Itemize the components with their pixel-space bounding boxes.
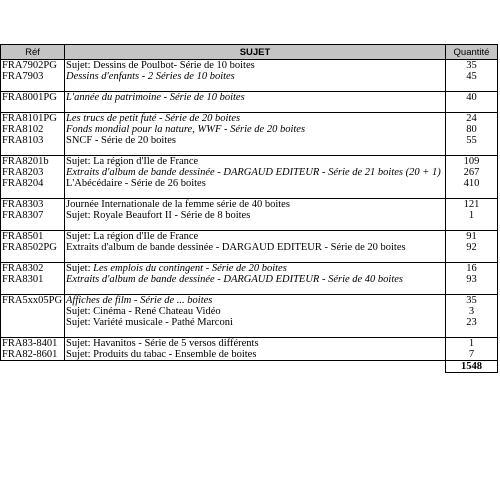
sujet-prefix: Sujet: xyxy=(66,263,94,274)
ref-cell: FRA82-8601 xyxy=(1,349,65,361)
sujet-cell: Affiches de film - Série de ... boites xyxy=(65,295,446,307)
ref-cell: FRA7902PG xyxy=(1,60,65,72)
ref-cell: FRA8301 xyxy=(1,274,65,285)
table-row xyxy=(1,306,498,317)
sujet-cell: Sujet: Produits du tabac - Ensemble de boites xyxy=(65,349,446,361)
ref-cell: FRA8001PG xyxy=(1,92,65,104)
sujet-cell: Journée Internationale de la femme série de 40 boites xyxy=(65,199,446,211)
table-row xyxy=(1,210,498,221)
quantity-cell: 1 xyxy=(446,338,498,350)
total-row xyxy=(1,361,498,373)
ref-cell: FRA8101PG xyxy=(1,113,65,125)
sujet-cell: Sujet: Cinéma - René Chateau Vidéo xyxy=(65,306,446,317)
spacer-cell xyxy=(65,103,446,113)
quantity-cell: 410 xyxy=(446,178,498,189)
sujet-cell xyxy=(65,263,446,275)
sujet-cell: SNCF - Série de 20 boites xyxy=(65,135,446,146)
spacer-cell xyxy=(1,285,65,295)
quantity-cell: 7 xyxy=(446,349,498,361)
spacer-cell xyxy=(65,221,446,231)
table-row xyxy=(1,71,498,82)
sujet-cell: Sujet: Havanitos - Série de 5 versos différents xyxy=(65,338,446,350)
spacer-cell xyxy=(65,82,446,92)
spacer-row xyxy=(1,253,498,263)
sujet-cell: Extraits d'album de bande dessinée - DARGAUD EDITEUR - Série de 20 boites xyxy=(65,242,446,253)
spacer-row xyxy=(1,189,498,199)
quantity-cell: 80 xyxy=(446,124,498,135)
spacer-cell xyxy=(446,146,498,156)
spacer-cell xyxy=(446,189,498,199)
table-row xyxy=(1,135,498,146)
quantity-cell: 16 xyxy=(446,263,498,275)
inventory-table xyxy=(0,44,498,373)
total-quantity: 1548 xyxy=(446,361,498,373)
table-row xyxy=(1,349,498,361)
spacer-cell xyxy=(65,328,446,338)
spacer-row xyxy=(1,103,498,113)
quantity-cell: 267 xyxy=(446,167,498,178)
ref-cell: FRA8102 xyxy=(1,124,65,135)
quantity-cell: 45 xyxy=(446,71,498,82)
spacer-cell xyxy=(446,221,498,231)
table-row xyxy=(1,274,498,285)
spacer-cell xyxy=(446,285,498,295)
sujet-cell: Sujet: Royale Beaufort II - Série de 8 boites xyxy=(65,210,446,221)
sujet-cell: Sujet: La région d'Ile de France xyxy=(65,156,446,168)
sujet-cell: Sujet: Dessins de Poulbot- Série de 10 boites xyxy=(65,60,446,72)
sujet-title: Les emplois du contingent - Série de 20 boites xyxy=(93,263,287,274)
quantity-cell: 1 xyxy=(446,210,498,221)
quantity-cell: 109 xyxy=(446,156,498,168)
spacer-cell xyxy=(65,253,446,263)
ref-cell: FRA83-8401 xyxy=(1,338,65,350)
ref-cell: FRA8502PG xyxy=(1,242,65,253)
ref-cell: FRA8501 xyxy=(1,231,65,243)
sujet-cell: L'Abécédaire - Série de 26 boites xyxy=(65,178,446,189)
quantity-cell: 23 xyxy=(446,317,498,328)
ref-cell: FRA8303 xyxy=(1,199,65,211)
spacer-cell xyxy=(1,253,65,263)
table-row xyxy=(1,338,498,350)
spacer-cell xyxy=(1,221,65,231)
total-blank-cell xyxy=(1,361,65,373)
table-row xyxy=(1,242,498,253)
table-row xyxy=(1,263,498,275)
spacer-cell xyxy=(65,285,446,295)
inventory-sheet xyxy=(0,44,500,373)
spacer-row xyxy=(1,221,498,231)
sujet-cell: Les trucs de petit futé - Série de 20 boites xyxy=(65,113,446,125)
spacer-cell xyxy=(1,103,65,113)
table-row xyxy=(1,124,498,135)
spacer-cell xyxy=(446,82,498,92)
ref-cell: FRA8203 xyxy=(1,167,65,178)
spacer-cell xyxy=(65,189,446,199)
table-body xyxy=(1,60,498,373)
sujet-cell: L'année du patrimoine - Série de 10 boites xyxy=(65,92,446,104)
quantity-cell: 35 xyxy=(446,295,498,307)
spacer-cell xyxy=(446,253,498,263)
table-row xyxy=(1,156,498,168)
sujet-cell: Sujet: Variété musicale - Pathé Marconi xyxy=(65,317,446,328)
spacer-cell xyxy=(1,82,65,92)
table-row xyxy=(1,167,498,178)
sujet-cell: Dessins d'enfants - 2 Séries de 10 boites xyxy=(65,71,446,82)
ref-cell: FRA7903 xyxy=(1,71,65,82)
quantity-cell: 55 xyxy=(446,135,498,146)
ref-cell: FRA8201b xyxy=(1,156,65,168)
col-header-ref: Réf xyxy=(1,45,65,60)
quantity-cell: 40 xyxy=(446,92,498,104)
spacer-cell xyxy=(1,146,65,156)
header-row xyxy=(1,45,498,60)
quantity-cell: 35 xyxy=(446,60,498,72)
table-row xyxy=(1,317,498,328)
ref-cell: FRA8302 xyxy=(1,263,65,275)
quantity-cell: 93 xyxy=(446,274,498,285)
total-blank-cell xyxy=(65,361,446,373)
spacer-cell xyxy=(65,146,446,156)
ref-cell: FRA5xx05PG xyxy=(1,295,65,307)
spacer-cell xyxy=(1,189,65,199)
ref-cell xyxy=(1,306,65,317)
col-header-sujet: SUJET xyxy=(65,45,446,60)
sujet-cell: Extraits d'album de bande dessinée - DARGAUD EDITEUR - Série de 40 boites xyxy=(65,274,446,285)
table-row xyxy=(1,199,498,211)
table-row xyxy=(1,231,498,243)
ref-cell xyxy=(1,317,65,328)
quantity-cell: 92 xyxy=(446,242,498,253)
spacer-row xyxy=(1,285,498,295)
table-row xyxy=(1,178,498,189)
sujet-cell: Extraits d'album de bande dessinée - DARGAUD EDITEUR - Série de 21 boites (20 + 1) xyxy=(65,167,446,178)
spacer-row xyxy=(1,328,498,338)
quantity-cell: 121 xyxy=(446,199,498,211)
table-row xyxy=(1,60,498,72)
spacer-cell xyxy=(446,328,498,338)
spacer-cell xyxy=(446,103,498,113)
col-header-quantite: Quantité xyxy=(446,45,498,60)
spacer-row xyxy=(1,82,498,92)
quantity-cell: 91 xyxy=(446,231,498,243)
sujet-cell: Sujet: La région d'Ile de France xyxy=(65,231,446,243)
quantity-cell: 24 xyxy=(446,113,498,125)
table-row xyxy=(1,113,498,125)
spacer-cell xyxy=(1,328,65,338)
table-row xyxy=(1,92,498,104)
spacer-row xyxy=(1,146,498,156)
ref-cell: FRA8103 xyxy=(1,135,65,146)
ref-cell: FRA8307 xyxy=(1,210,65,221)
sujet-cell: Fonds mondial pour la nature, WWF - Série de 20 boites xyxy=(65,124,446,135)
quantity-cell: 3 xyxy=(446,306,498,317)
table-row xyxy=(1,295,498,307)
ref-cell: FRA8204 xyxy=(1,178,65,189)
